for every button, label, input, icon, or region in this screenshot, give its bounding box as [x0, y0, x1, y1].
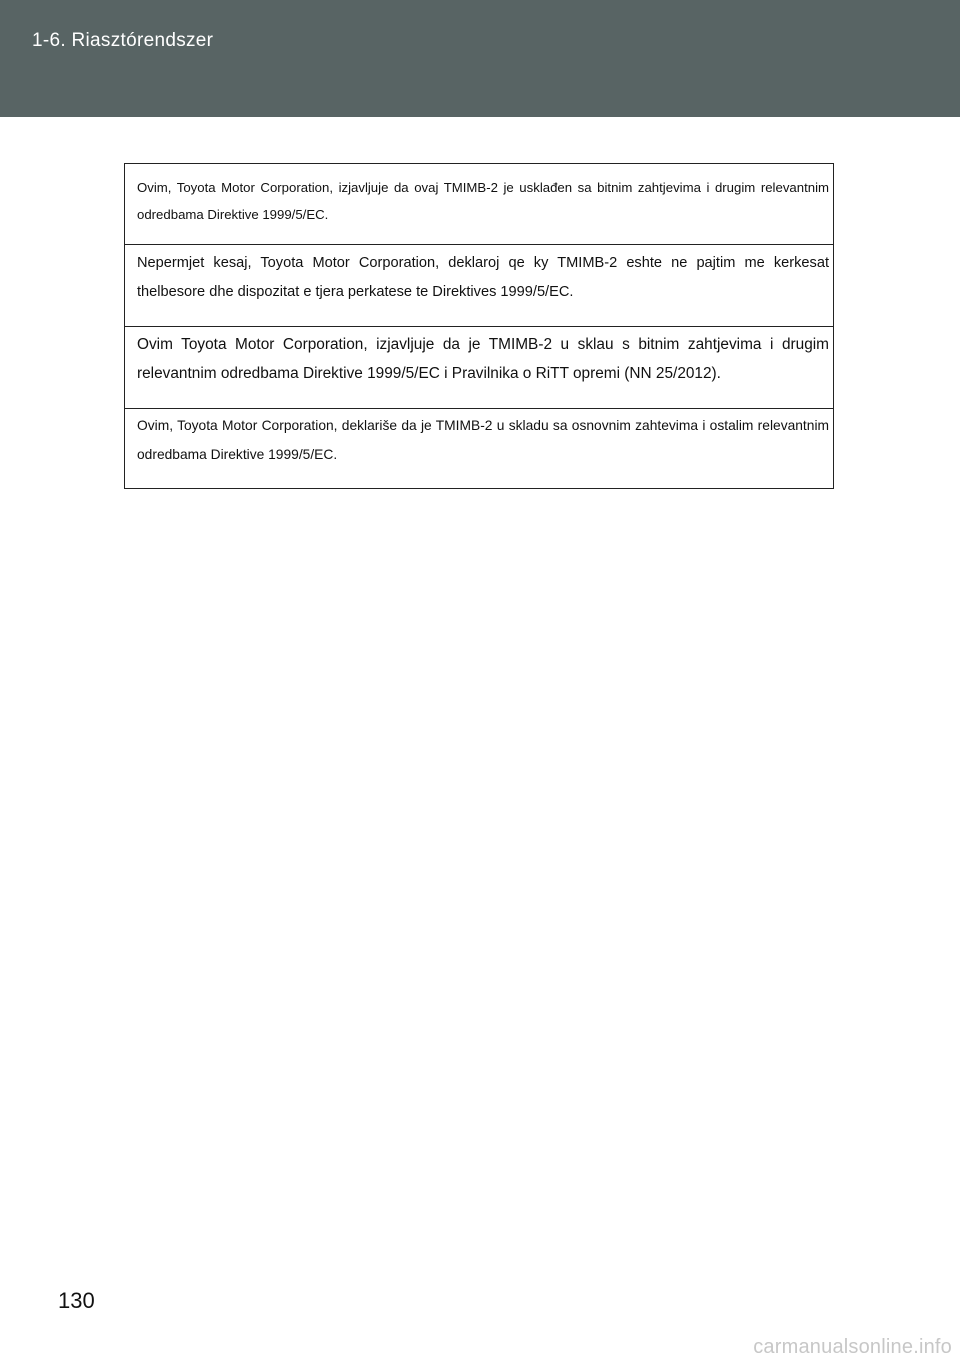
page-number: 130	[58, 1288, 95, 1313]
declaration-row	[125, 164, 833, 245]
watermark: carmanualsonline.info	[753, 1336, 952, 1358]
declaration-table	[124, 163, 834, 489]
declaration-row	[125, 245, 833, 327]
section-header-band	[0, 0, 960, 117]
section-title: 1-6. Riasztórendszer	[32, 30, 214, 51]
declaration-text: Nepermjet kesaj, Toyota Motor Corporation, deklaroj qe ky TMIMB-2 eshte ne pajtim me kerkesat thelbesore dhe dispozitat e tjera perkatese te Direktives 1999/5/EC.	[137, 255, 829, 300]
declaration-text: Ovim, Toyota Motor Corporation, izjavljuje da ovaj TMIMB-2 je usklađen sa bitnim zahtjevima i drugim relevantnim odredbama Direktive 1999/5/EC.	[137, 180, 829, 222]
declaration-text: Ovim Toyota Motor Corporation, izjavljuje da je TMIMB-2 u sklau s bitnim zahtjevima i drugim relevantnim odredbama Direktive 1999/5/EC i Pravilnika o RiTT opremi (NN 25/2012).	[137, 336, 829, 382]
declaration-row	[125, 409, 833, 488]
declaration-row	[125, 327, 833, 409]
declaration-text: Ovim, Toyota Motor Corporation, deklariše da je TMIMB-2 u skladu sa osnovnim zahtevima i ostalim relevantnim odredbama Direktive 1999/5/EC.	[137, 418, 829, 462]
